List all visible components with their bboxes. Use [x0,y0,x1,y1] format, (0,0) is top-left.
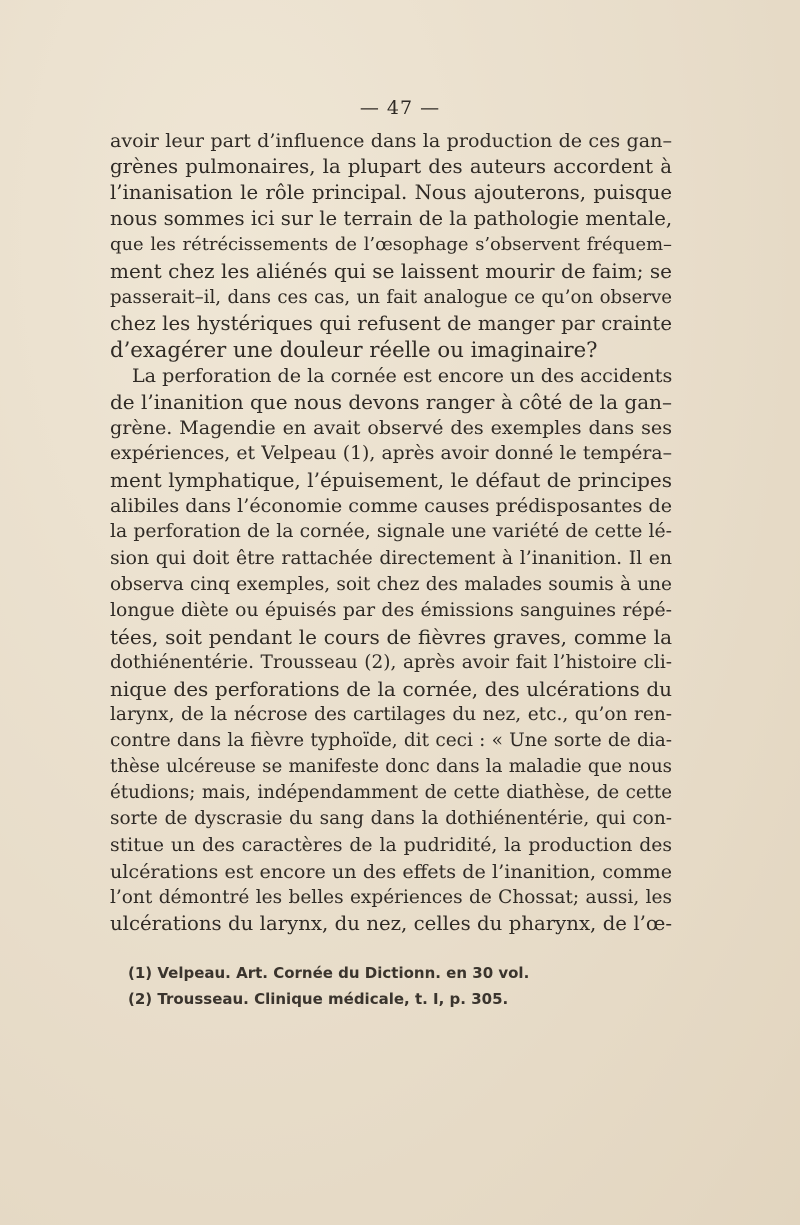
text-line: l’inanisation le rôle principal. Nous ajouterons, puisque [110,181,672,205]
text-line: ment chez les aliénés qui se laissent mourir de faim; se [110,259,672,284]
text-line: avoir leur part d’influence dans la production de ces gan– [110,129,672,152]
text-line: d’exagérer une douleur réelle ou imaginaire? [110,336,598,362]
text-line: que les rétrécissements de l’œsophage s’observent fréquem– [110,234,672,256]
text-line: ment lymphatique, l’épuisement, le défaut de principes [110,468,672,493]
text-line: longue diète ou épuisés par des émissions sanguines répé- [110,599,672,621]
text-line: l’ont démontré les belles expériences de Chossat; aussi, les [110,886,672,908]
text-line: ulcérations est encore un des effets de l’inanition, comme [110,859,672,883]
text-line: la perforation de la cornée, signale une variété de cette lé- [110,521,672,543]
text-line: stitue un des caractères de la pudridité, la production des [110,834,672,856]
text-line: grènes pulmonaires, la plupart des auteurs accordent à [110,155,672,179]
text-line: larynx, de la nécrose des cartilages du nez, etc., qu’on ren- [110,704,672,726]
text-line: thèse ulcéreuse se manifeste donc dans la maladie que nous [110,756,672,778]
footnote: (1) Velpeau. Art. Cornée du Dictionn. en 30 vol. [128,964,530,982]
footnotes [128,960,668,1012]
footnote: (2) Trousseau. Clinique médicale, t. I, p. 305. [128,990,509,1008]
text-line: sorte de dyscrasie du sang dans la dothiénentérie, qui con- [110,808,672,830]
text-line: étudions; mais, indépendamment de cette diathèse, de cette [110,782,672,804]
text-line: tées, soit pendant le cours de fièvres graves, comme la [110,624,672,649]
text-line: dothiénentérie. Trousseau (2), après avoir fait l’histoire cli- [110,651,672,673]
body-text [110,128,672,937]
page-number: — 47 — [359,97,441,119]
text-line: de l’inanition que nous devons ranger à côté de la gan– [110,389,672,414]
text-line: contre dans la fièvre typhoïde, dit ceci : « Une sorte de dia- [110,730,672,752]
text-line: nous sommes ici sur le terrain de la pathologie mentale, [110,207,673,231]
text-line: observa cinq exemples, soit chez des malades soumis à une [110,573,672,595]
text-line: La perforation de la cornée est encore un des accidents [132,363,673,387]
text-line: passerait–il, dans ces cas, un fait analogue ce qu’on observe [110,286,672,308]
text-line: sion qui doit être rattachée directement à l’inanition. Il en [110,547,672,569]
text-line: chez les hystériques qui refusent de manger par crainte [110,311,672,335]
text-line: alibiles dans l’économie comme causes prédisposantes de [110,494,672,518]
text-line: nique des perforations de la cornée, des ulcérations du [110,676,672,701]
text-line: grène. Magendie en avait observé des exemples dans ses [110,416,672,440]
text-line: ulcérations du larynx, du nez, celles du pharynx, de l’œ- [110,911,672,935]
text-line: expériences, et Velpeau (1), après avoir donné le tempéra– [110,443,672,465]
